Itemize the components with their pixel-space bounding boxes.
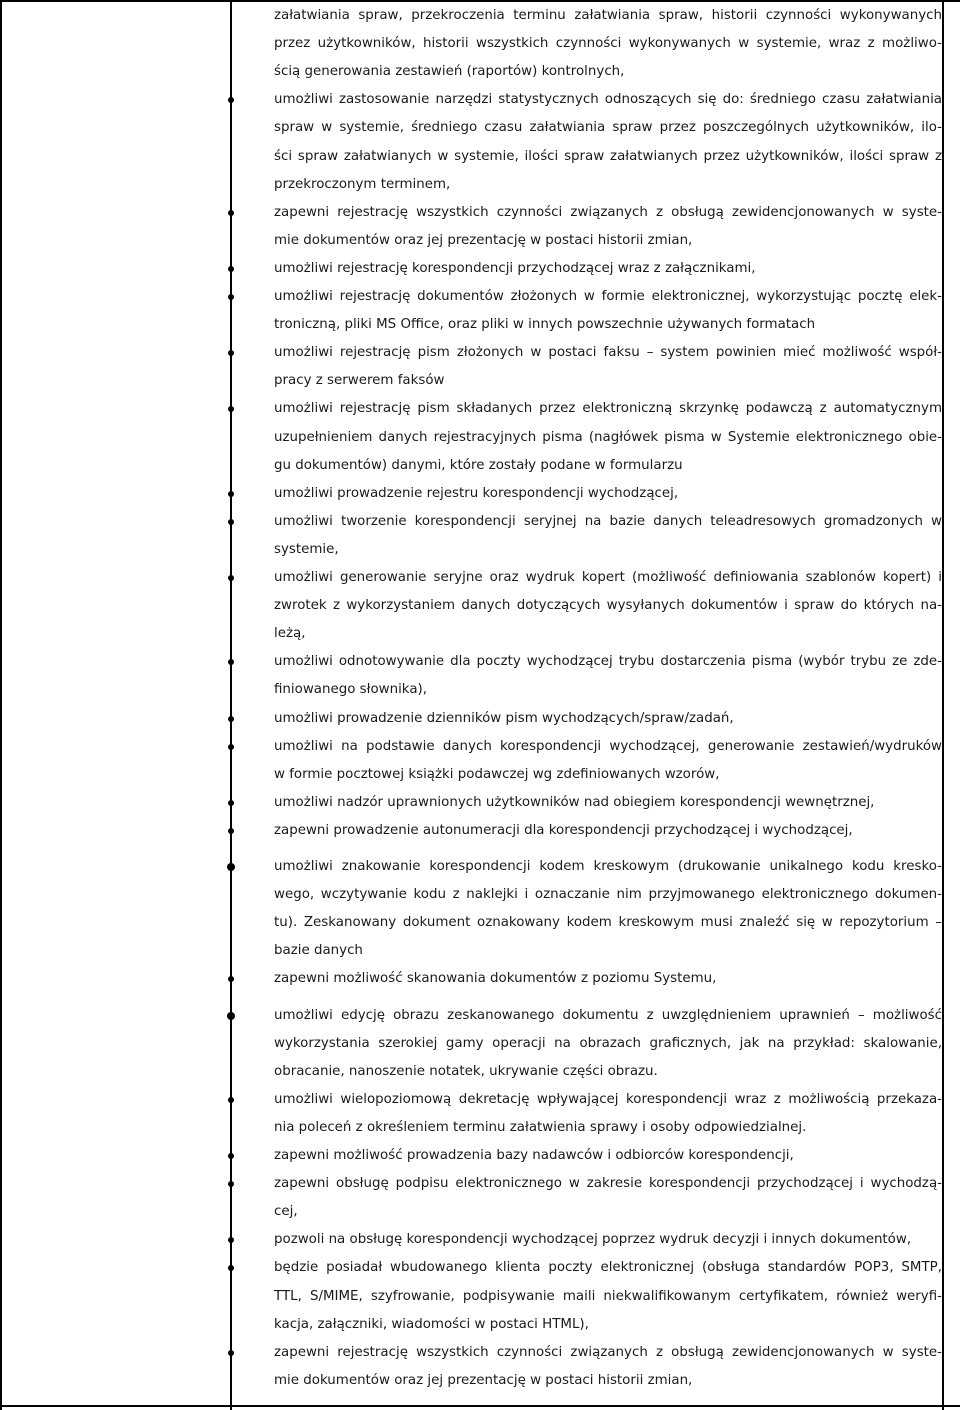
list-item-text: mie dokumentów oraz jej prezentację w postaci historii zmian, (274, 232, 693, 248)
list-item (232, 339, 942, 367)
list-item-text: pozwoli na obsługę korespondencji wychodzącej poprzez wydruk decyzji i innych dokumentów, (274, 1232, 912, 1248)
list-item-text: pracy z serwerem faksów (274, 373, 445, 389)
list-item-text: kacja, załączniki, wiadomości w postaci HTML), (274, 1316, 589, 1332)
list-item-continuation (232, 227, 942, 255)
list-item (232, 648, 942, 676)
list-item-text: umożliwi wielopoziomową dekretację wpływającej korespondencji wraz z możliwością przekaza- (274, 1091, 942, 1107)
list-item (232, 853, 942, 881)
list-item (232, 508, 942, 536)
bullet-icon (228, 716, 234, 722)
table-left-border (0, 0, 2, 1410)
list-item-continuation (232, 881, 942, 909)
list-item (232, 1254, 942, 1282)
list-item-text: przekroczonym terminem, (274, 176, 451, 192)
list-item-continuation (232, 143, 942, 171)
list-item-text: w formie pocztowej książki podawczej wg zdefiniowanych wzorów, (274, 766, 720, 782)
list-item-continuation (232, 58, 942, 86)
list-item-text: mie dokumentów oraz jej prezentację w postaci historii zmian, (274, 1372, 693, 1388)
bullet-icon (227, 863, 235, 871)
list-item-text: umożliwi prowadzenie dzienników pism wychodzących/spraw/zadań, (274, 710, 734, 726)
list-item-text: uzupełnieniem danych rejestracyjnych pisma (nagłówek pisma w Systemie elektronicznego obie- (274, 429, 942, 445)
list-item (232, 1002, 942, 1030)
list-item (232, 1226, 942, 1254)
list-item-text: bazie danych (274, 943, 363, 959)
list-item-continuation (232, 452, 942, 480)
list-item-text: wego, wczytywanie kodu z naklejki i oznaczanie nim przyjmowanego elektronicznego dokumen- (274, 887, 942, 903)
bullet-icon (227, 1012, 235, 1020)
list-item-text: załatwiania spraw, przekroczenia terminu załatwiania spraw, historii czynności wykonywanych (274, 8, 942, 23)
list-item-continuation (232, 2, 942, 30)
list-item-text: umożliwi na podstawie danych korespondencji wychodzącej, generowanie zestawień/wydruków (274, 738, 942, 754)
list-item-text: umożliwi rejestrację korespondencji przychodzącej wraz z załącznikami, (274, 260, 756, 276)
list-item (232, 733, 942, 761)
list-item-continuation (232, 937, 942, 965)
list-item-continuation (232, 424, 942, 452)
list-item-text: umożliwi tworzenie korespondencji seryjnej na bazie danych teleadresowych gromadzonych w (274, 513, 942, 529)
list-item-text: zapewni możliwość skanowania dokumentów z poziomu Systemu, (274, 971, 717, 987)
list-item-continuation (232, 676, 942, 704)
list-item-continuation (232, 1367, 942, 1395)
bullet-icon (228, 350, 234, 356)
list-item-continuation (232, 1030, 942, 1058)
list-item-continuation (232, 114, 942, 142)
list-item-text: umożliwi rejestrację dokumentów złożonych w formie elektronicznej, wykorzystując pocztę elek- (274, 289, 942, 304)
list-item (232, 1339, 942, 1367)
list-item (232, 564, 942, 592)
list-item-text: obracanie, nanoszenie notatek, ukrywanie części obrazu. (274, 1063, 658, 1079)
list-item-text: spraw w systemie, średniego czasu załatwiania spraw przez poszczególnych użytkowników, ilo- (274, 120, 942, 136)
bullet-icon (228, 800, 234, 806)
bullet-icon (228, 1350, 234, 1356)
list-item-text: gu dokumentów) danymi, które zostały podane w formularzu (274, 457, 683, 473)
list-item-continuation (232, 592, 942, 620)
list-item-text: TTL, S/MIME, szyfrowanie, podpisywanie maili niekwalifikowanym certyfikatem, również weryfi- (274, 1288, 942, 1304)
list-item (232, 1086, 942, 1114)
list-item-text: finiowanego słownika), (274, 682, 428, 698)
list-item (232, 1142, 942, 1170)
list-item-continuation (232, 171, 942, 199)
list-item-continuation (232, 536, 942, 564)
list-item (232, 817, 942, 845)
list-item-continuation (232, 909, 942, 937)
list-item (232, 789, 942, 817)
list-item-text: nia poleceń z określeniem terminu załatwienia sprawy i osoby odpowiedzialnej. (274, 1119, 807, 1135)
list-item-text: umożliwi nadzór uprawnionych użytkowników nad obiegiem korespondencji wewnętrznej, (274, 794, 875, 810)
list-item (232, 86, 942, 114)
bullet-icon (228, 210, 234, 216)
list-item (232, 283, 942, 311)
list-item (232, 705, 942, 733)
list-item-text: umożliwi odnotowywanie dla poczty wychodzącej trybu dostarczenia pisma (wybór trybu ze zde- (274, 654, 942, 670)
list-item-text: umożliwi rejestrację pism złożonych w postaci faksu – system powinien mieć możliwość współ- (274, 345, 942, 361)
list-item (232, 965, 942, 993)
bullet-icon (228, 294, 234, 300)
bullet-icon (228, 519, 234, 525)
bullet-icon (228, 976, 234, 982)
list-item-text: przez użytkowników, historii wszystkich czynności wykonywanych w systemie, wraz z możliwo- (274, 36, 942, 52)
bullet-icon (228, 97, 234, 103)
bullet-icon (228, 828, 234, 834)
bullet-icon (228, 1237, 234, 1243)
list-item-text: tu). Zeskanowany dokument oznakowany kodem kreskowym musi znaleźć się w repozytorium – (274, 915, 942, 931)
bullet-icon (228, 1153, 234, 1159)
list-item-text: zapewni rejestrację wszystkich czynności związanych z obsługą zewidencjonowanych w syste- (274, 204, 942, 220)
bullet-icon (228, 1265, 234, 1271)
list-item-text: umożliwi prowadzenie rejestru korespondencji wychodzącej, (274, 485, 679, 501)
list-item-text: systemie, (274, 541, 339, 557)
list-item-continuation (232, 761, 942, 789)
list-item-text: zwrotek z wykorzystaniem danych dotyczących wysyłanych dokumentów i spraw do których na- (274, 598, 942, 614)
list-item-text: umożliwi edycję obrazu zeskanowanego dokumentu z uwzględnieniem uprawnień – możliwość (274, 1007, 942, 1023)
list-item-continuation (232, 1311, 942, 1339)
list-item-text: umożliwi generowanie seryjne oraz wydruk kopert (możliwość definiowania szablonów kopert) i (274, 570, 942, 585)
bullet-icon (228, 406, 234, 412)
list-item-text: wykorzystania szerokiej gamy operacji na obrazach graficznych, jak na przykład: skalowanie, (274, 1035, 942, 1051)
list-item-continuation (232, 30, 942, 58)
list-item-text: będzie posiadał wbudowanego klienta poczty elektronicznej (obsługa standardów POP3, SMTP, (274, 1260, 942, 1276)
list-item-continuation (232, 311, 942, 339)
table-bottom-border (0, 1405, 960, 1407)
list-item-text: umożliwi znakowanie korespondencji kodem kreskowym (drukowanie unikalnego kodu kresko- (274, 859, 942, 874)
list-item-text: leżą, (274, 626, 306, 642)
list-item-text: ścią generowania zestawień (raportów) kontrolnych, (274, 64, 625, 80)
list-item-text: troniczną, pliki MS Office, oraz pliki w innych powszechnie używanych formatach (274, 317, 816, 333)
list-item (232, 480, 942, 508)
list-item-text: zapewni obsługę podpisu elektronicznego w zakresie korespondencji przychodzącej i wychodzą- (274, 1176, 942, 1192)
list-item-continuation (232, 1058, 942, 1086)
list-item-text: cej, (274, 1204, 298, 1220)
list-item-text: umożliwi zastosowanie narzędzi statystycznych odnoszących się do: średniego czasu załatwiania (274, 92, 942, 108)
list-item-text: umożliwi rejestrację pism składanych przez elektroniczną skrzynkę podawczą z automatycznym (274, 401, 942, 417)
list-item-text: zapewni rejestrację wszystkich czynności związanych z obsługą zewidencjonowanych w syste- (274, 1344, 942, 1360)
bullet-icon (228, 1097, 234, 1103)
table-right-border (942, 0, 944, 1410)
bullet-icon (228, 744, 234, 750)
list-item-text: zapewni możliwość prowadzenia bazy nadawców i odbiorców korespondencji, (274, 1148, 794, 1163)
list-item (232, 395, 942, 423)
list-item (232, 199, 942, 227)
bullet-icon (228, 1181, 234, 1187)
list-item-text: ści spraw załatwianych w systemie, ilości spraw załatwianych przez użytkowników, ilości spraw z (274, 148, 942, 164)
bullet-icon (228, 491, 234, 497)
bullet-icon (228, 659, 234, 665)
bullet-icon (228, 575, 234, 581)
bullet-icon (228, 266, 234, 272)
list-item (232, 1170, 942, 1198)
list-item-continuation (232, 1114, 942, 1142)
list-item-continuation (232, 1283, 942, 1311)
list-item-continuation (232, 1198, 942, 1226)
list-item-continuation (232, 367, 942, 395)
list-item-text: zapewni prowadzenie autonumeracji dla korespondencji przychodzącej i wychodzącej, (274, 822, 853, 838)
list-item-continuation (232, 620, 942, 648)
list-item (232, 255, 942, 283)
